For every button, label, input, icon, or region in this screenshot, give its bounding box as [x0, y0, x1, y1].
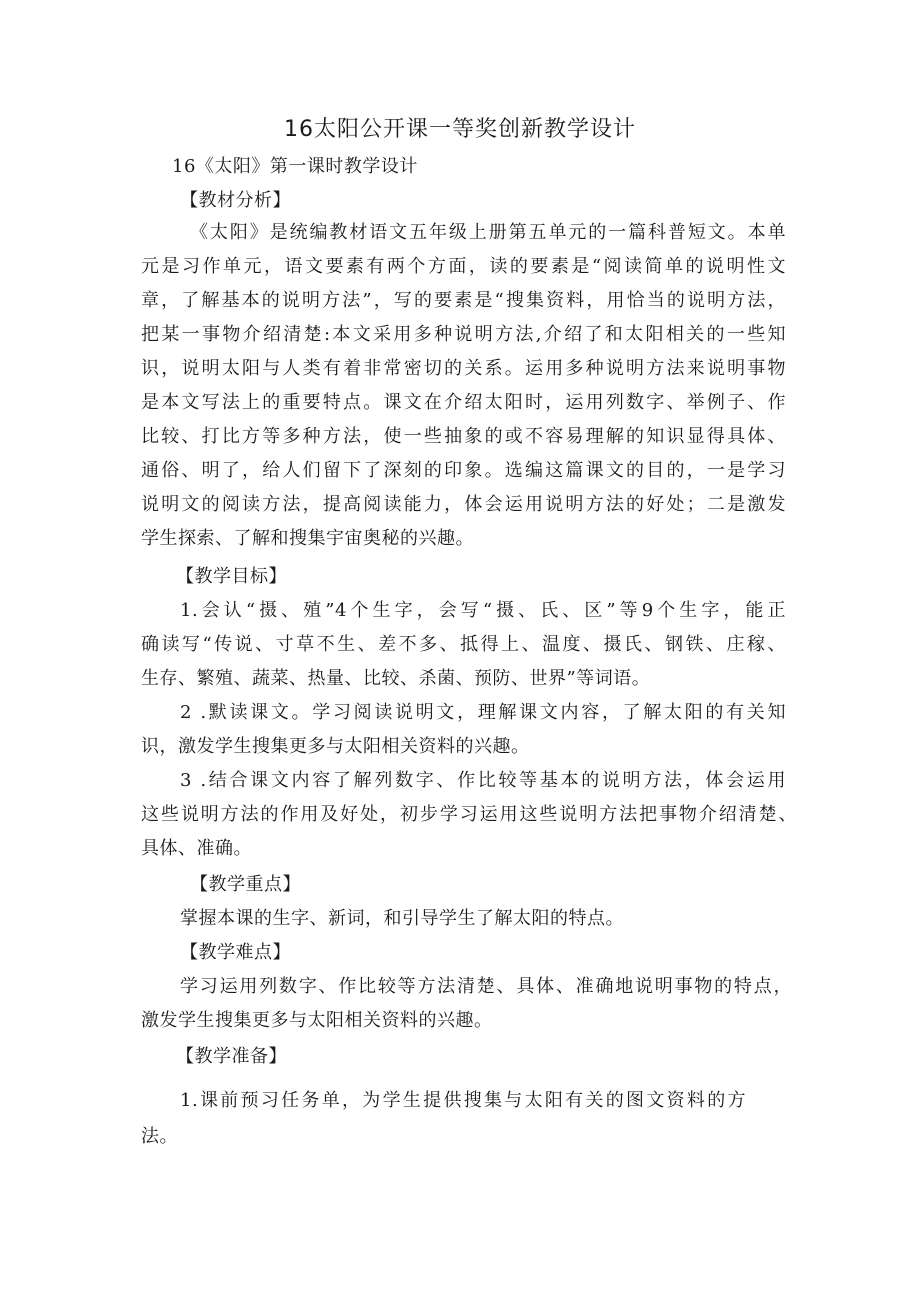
paragraph-zhongdian: 掌握本课的生字、新词，和引导学生了解太阳的特点。 — [180, 908, 624, 929]
paragraph-line: 2 .默读课文。学习阅读说明文，理解课文内容，了解太阳的有关知 — [180, 702, 786, 723]
section-heading-mubiao: 【教学目标】 — [176, 566, 287, 587]
paragraph-line: 章，了解基本的说明方法”，写的要素是“搜集资料，用恰当的说明方法， — [141, 290, 786, 311]
document-subtitle: 16《太阳》第一课时教学设计 — [172, 156, 418, 177]
paragraph-line: 学习运用列数字、作比较等方法清楚、具体、准确地说明事物的特点， — [180, 976, 792, 997]
paragraph-line: 法。 — [141, 1126, 178, 1147]
paragraph-line: 说明文的阅读方法，提高阅读能力，体会运用说明方法的好处；二是激发 — [141, 494, 786, 515]
paragraph-line: 是本文写法上的重要特点。课文在介绍太阳时，运用列数字、举例子、作 — [141, 392, 786, 413]
paragraph-line: 把某一事物介绍清楚:本文采用多种说明方法,介绍了和太阳相关的一些知 — [141, 324, 786, 345]
paragraph-line: 识，激发学生搜集更多与太阳相关资料的兴趣。 — [141, 736, 530, 757]
paragraph-line: 元是习作单元，语文要素有两个方面，读的要素是“阅读简单的说明性文 — [141, 256, 786, 277]
paragraph-line: 比较、打比方等多种方法，使一些抽象的或不容易理解的知识显得具体、 — [141, 426, 786, 447]
section-heading-zhunbei: 【教学准备】 — [176, 1046, 287, 1067]
paragraph-line: 《太阳》是统编教材语文五年级上册第五单元的一篇科普短文。本单 — [190, 222, 786, 243]
document-title: 16太阳公开课一等奖创新教学设计 — [284, 117, 636, 142]
section-heading-zhongdian: 【教学重点】 — [190, 874, 301, 895]
paragraph-line: 生存、繁殖、蔬菜、热量、比较、杀菌、预防、世界”等词语。 — [141, 668, 651, 689]
paragraph-line: 这些说明方法的作用及好处，初步学习运用这些说明方法把事物介绍清楚、 — [141, 804, 797, 825]
paragraph-line: 1.课前预习任务单，为学生提供搜集与太阳有关的图文资料的方 — [180, 1090, 746, 1111]
paragraph-line: 激发学生搜集更多与太阳相关资料的兴趣。 — [141, 1010, 493, 1031]
section-heading-jiaocai: 【教材分析】 — [180, 190, 291, 211]
section-heading-nandian: 【教学难点】 — [180, 942, 291, 963]
paragraph-line: 学生探索、了解和搜集宇宙奥秘的兴趣。 — [141, 528, 474, 549]
paragraph-line: 具体、准确。 — [141, 838, 252, 859]
paragraph-line: 3 .结合课文内容了解列数字、作比较等基本的说明方法，体会运用 — [180, 770, 786, 791]
paragraph-line: 1.会认“摄、殖”4个生字，会写“摄、氏、区”等9个生字，能正 — [180, 600, 786, 621]
paragraph-line: 通俗、明了，给人们留下了深刻的印象。选编这篇课文的目的，一是学习 — [141, 460, 786, 481]
paragraph-line: 识，说明太阳与人类有着非常密切的关系。运用多种说明方法来说明事物 — [141, 358, 786, 379]
paragraph-line: 确读写“传说、寸草不生、差不多、抵得上、温度、摄氏、钢铁、庄稼、 — [141, 634, 786, 655]
